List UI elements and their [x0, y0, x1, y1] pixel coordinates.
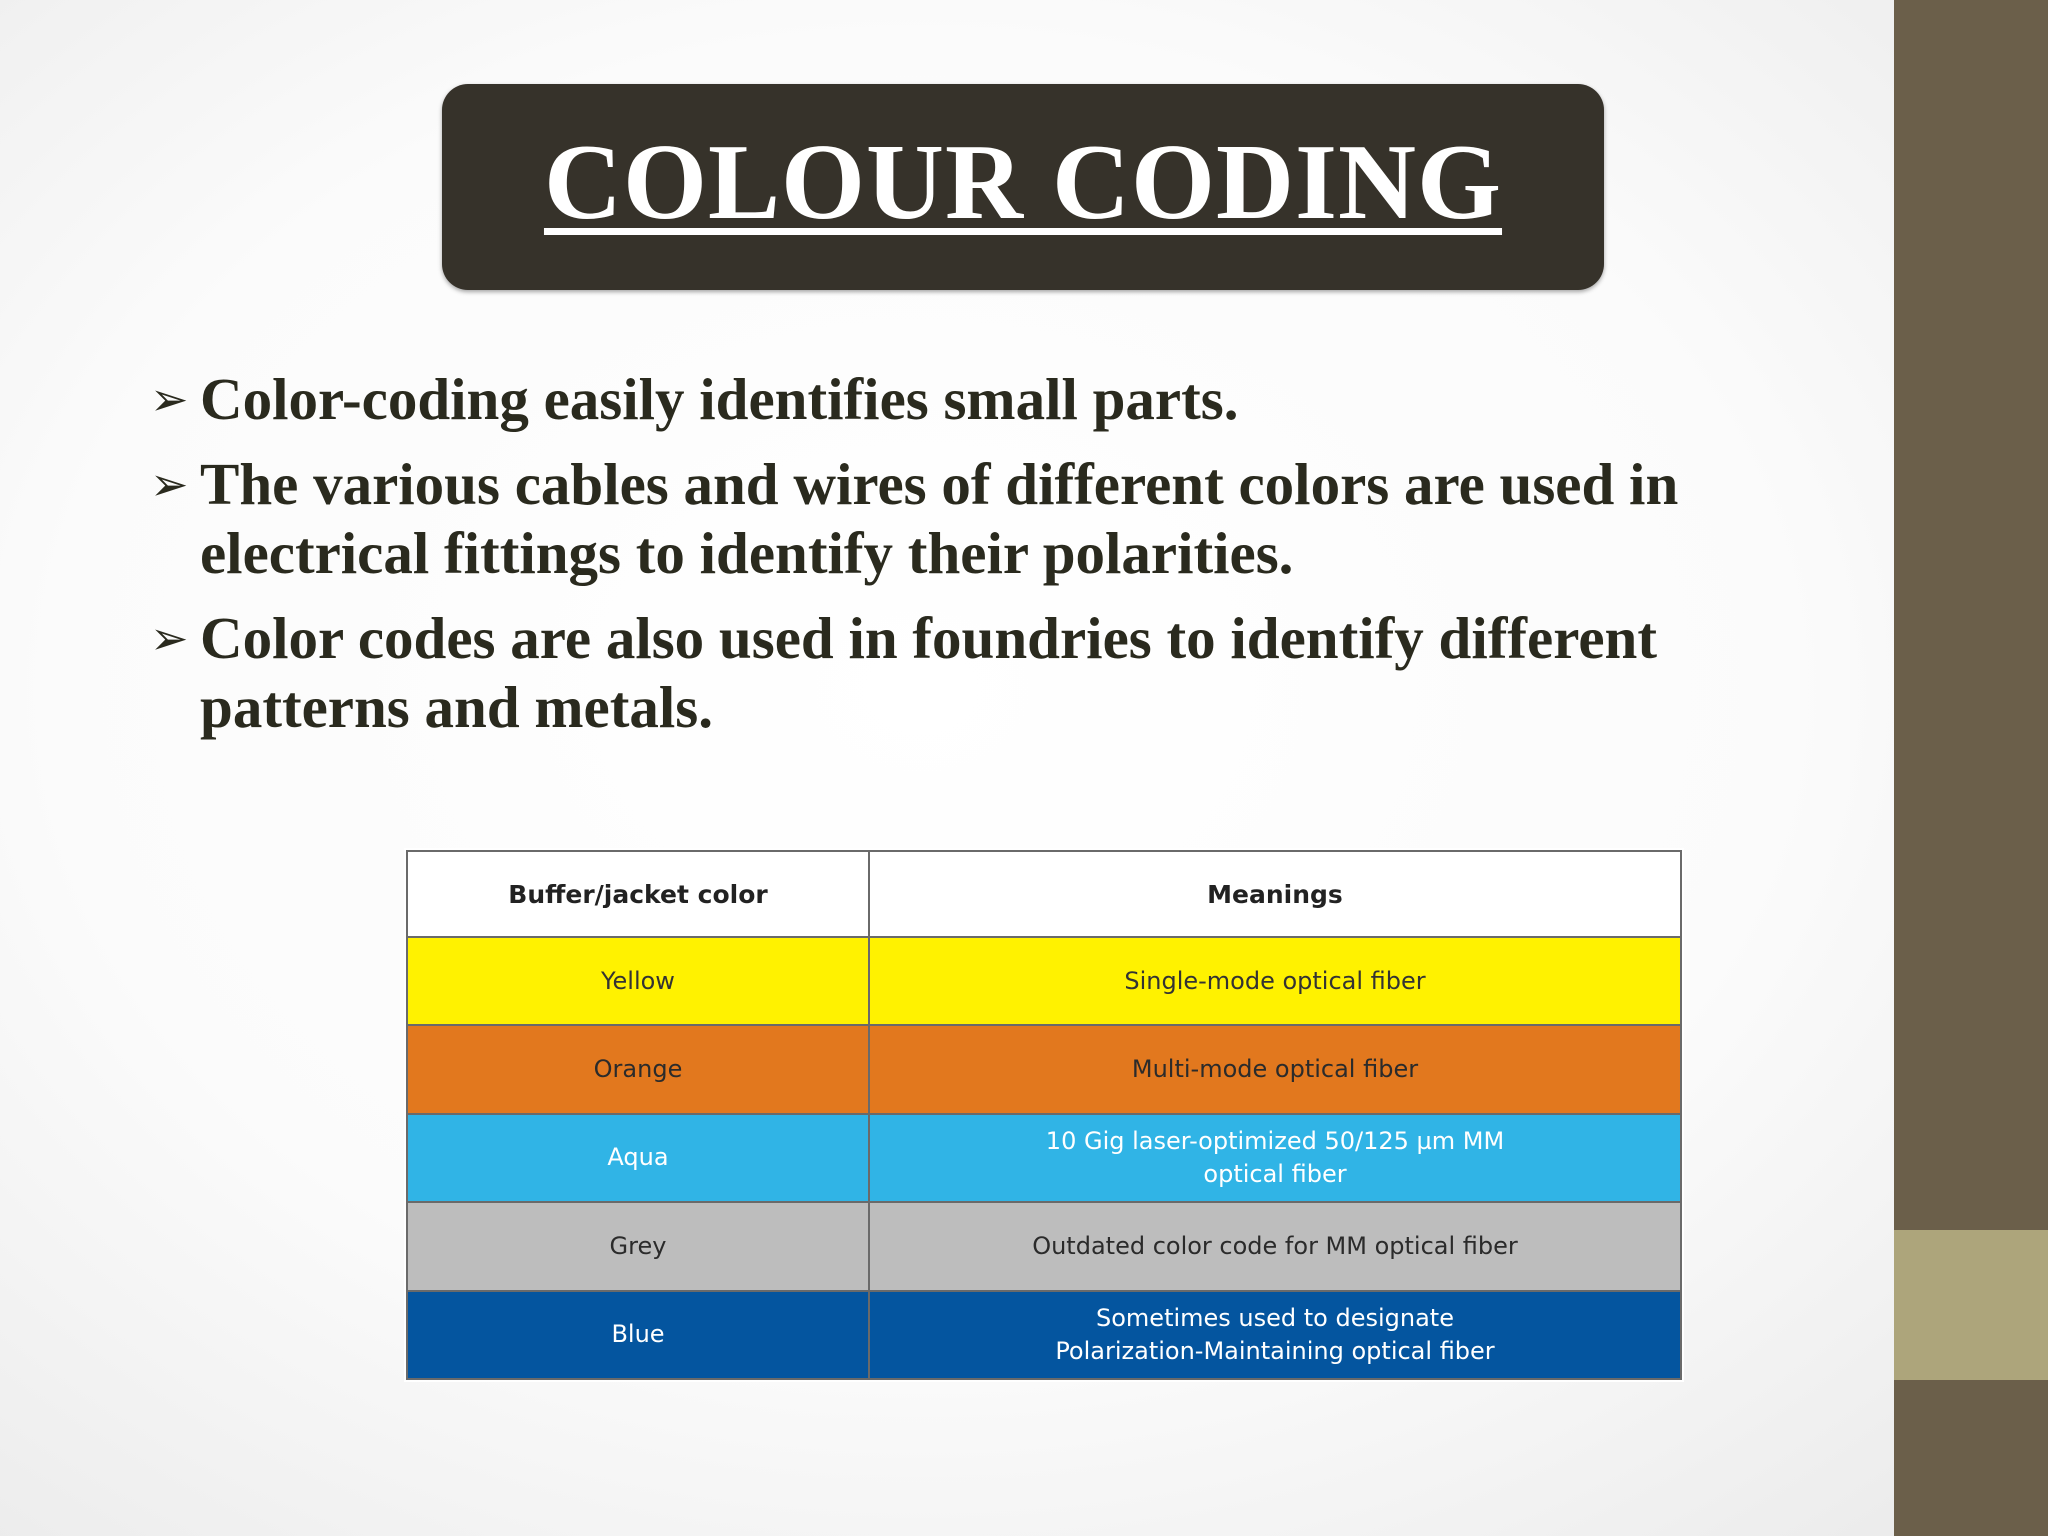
table-cell-meaning: Sometimes used to designate Polarization-Maintaining optical fiber	[869, 1291, 1681, 1379]
table-cell-meaning: Multi-mode optical fiber	[869, 1025, 1681, 1113]
table-row	[407, 1025, 1681, 1113]
table-cell-color: Yellow	[407, 937, 869, 1025]
table-header-row	[407, 851, 1681, 937]
arrow-right-icon: ➢	[150, 372, 189, 426]
bullet-text: Color codes are also used in foundries to identify different patterns and metals.	[200, 605, 1657, 740]
color-code-table	[406, 850, 1682, 1380]
side-accent-block	[1894, 1230, 2048, 1380]
table-cell-meaning: Outdated color code for MM optical fiber	[869, 1202, 1681, 1290]
slide-title: COLOUR CODING	[543, 123, 1503, 242]
table-row	[407, 1202, 1681, 1290]
table-cell-meaning: Single-mode optical fiber	[869, 937, 1681, 1025]
color-code-table-image	[404, 848, 1684, 1382]
bullet-item	[150, 604, 1800, 742]
column-header-color: Buffer/jacket color	[407, 851, 869, 937]
table-row	[407, 937, 1681, 1025]
table-cell-meaning: 10 Gig laser-optimized 50/125 µm MM optical fiber	[869, 1114, 1681, 1202]
bullet-item	[150, 365, 1800, 434]
bullet-list	[150, 365, 1800, 758]
table-cell-color: Blue	[407, 1291, 869, 1379]
bullet-text: Color-coding easily identifies small parts.	[200, 366, 1239, 432]
table-cell-color: Aqua	[407, 1114, 869, 1202]
arrow-right-icon: ➢	[150, 611, 189, 665]
table-cell-color: Orange	[407, 1025, 869, 1113]
table-row	[407, 1291, 1681, 1379]
table-row	[407, 1114, 1681, 1202]
bullet-item	[150, 450, 1800, 588]
title-banner	[442, 84, 1604, 290]
table-cell-color: Grey	[407, 1202, 869, 1290]
arrow-right-icon: ➢	[150, 457, 189, 511]
column-header-meaning: Meanings	[869, 851, 1681, 937]
bullet-text: The various cables and wires of different colors are used in electrical fittings to identify their polarities.	[200, 451, 1679, 586]
